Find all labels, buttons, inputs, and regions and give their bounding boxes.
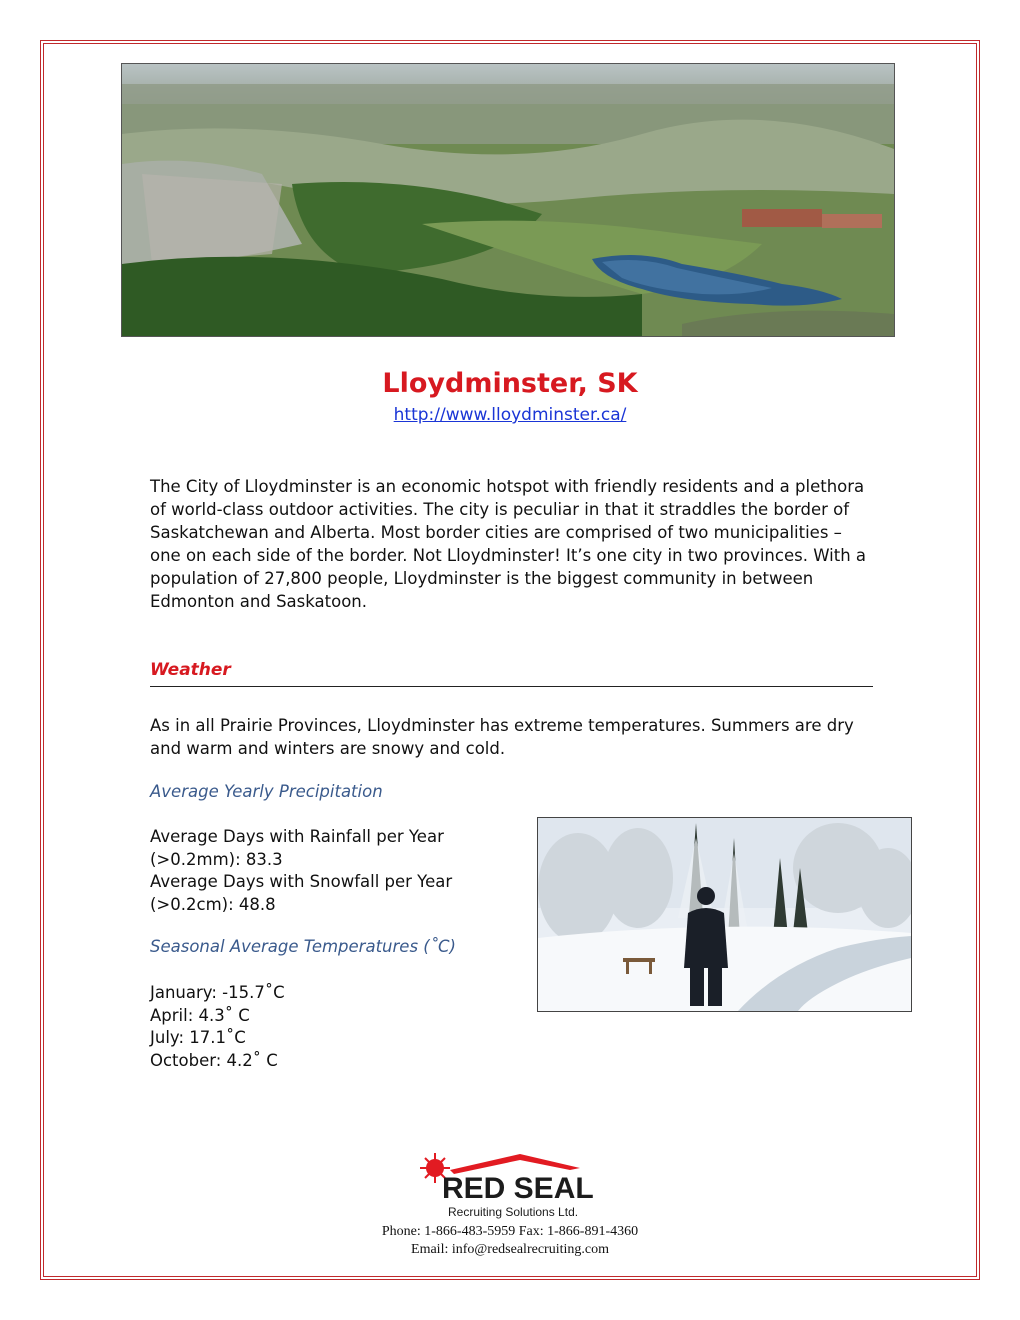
temp-line: October: 4.2˚ C: [150, 1050, 278, 1070]
precip-line: Average Days with Snowfall per Year: [150, 872, 453, 891]
weather-section-heading: [150, 660, 873, 687]
city-website-link[interactable]: http://www.lloydminster.ca/: [393, 405, 627, 425]
precipitation-heading: Average Yearly Precipitation: [150, 782, 383, 801]
weather-paragraph: As in all Prairie Provinces, Lloydminster has extreme temperatures. Summers are dry and warm and winters are snowy and cold.: [150, 716, 854, 758]
intro-paragraph: The City of Lloydminster is an economic hotspot with friendly residents and a plethora of world-class outdoor activities. The city is peculiar in that it straddles the border of Saskatchewan and Alberta. Most border cities are comprised of two municipalities – one on each side of the border. Not Lloydminster! It’s one city in two provinces. With a population of 27,800 people, Lloydminster is the biggest community in between Edmonton and Saskatoon.: [150, 477, 867, 611]
page-title: Lloydminster, SK: [382, 368, 638, 399]
temperature-heading: Seasonal Average Temperatures (˚C): [150, 937, 456, 956]
temp-line: July: 17.1˚C: [150, 1028, 246, 1047]
precipitation-stats: [150, 826, 510, 916]
logo-name: RED SEAL: [442, 1172, 594, 1205]
winter-walk-photo: [537, 817, 912, 1012]
temp-line: January: -15.7˚C: [150, 983, 285, 1002]
footer-phone: Phone: 1-866-483-5959 Fax: 1-866-891-4360: [381, 1224, 639, 1239]
precip-line: (>0.2mm): 83.3: [150, 849, 283, 869]
red-seal-logo: [420, 1150, 605, 1220]
precip-line: (>0.2cm): 48.8: [150, 894, 276, 914]
temp-line: April: 4.3˚ C: [150, 1005, 250, 1025]
weather-heading-text: Weather: [150, 660, 231, 680]
logo-tagline: Recruiting Solutions Ltd.: [448, 1205, 579, 1219]
aerial-city-photo: [121, 63, 895, 337]
red-seal-logo-graphic: [420, 1150, 605, 1220]
footer-email[interactable]: Email: info@redsealrecruiting.com: [411, 1242, 609, 1257]
precip-line: Average Days with Rainfall per Year: [150, 827, 444, 846]
temperature-stats: [150, 982, 510, 1072]
